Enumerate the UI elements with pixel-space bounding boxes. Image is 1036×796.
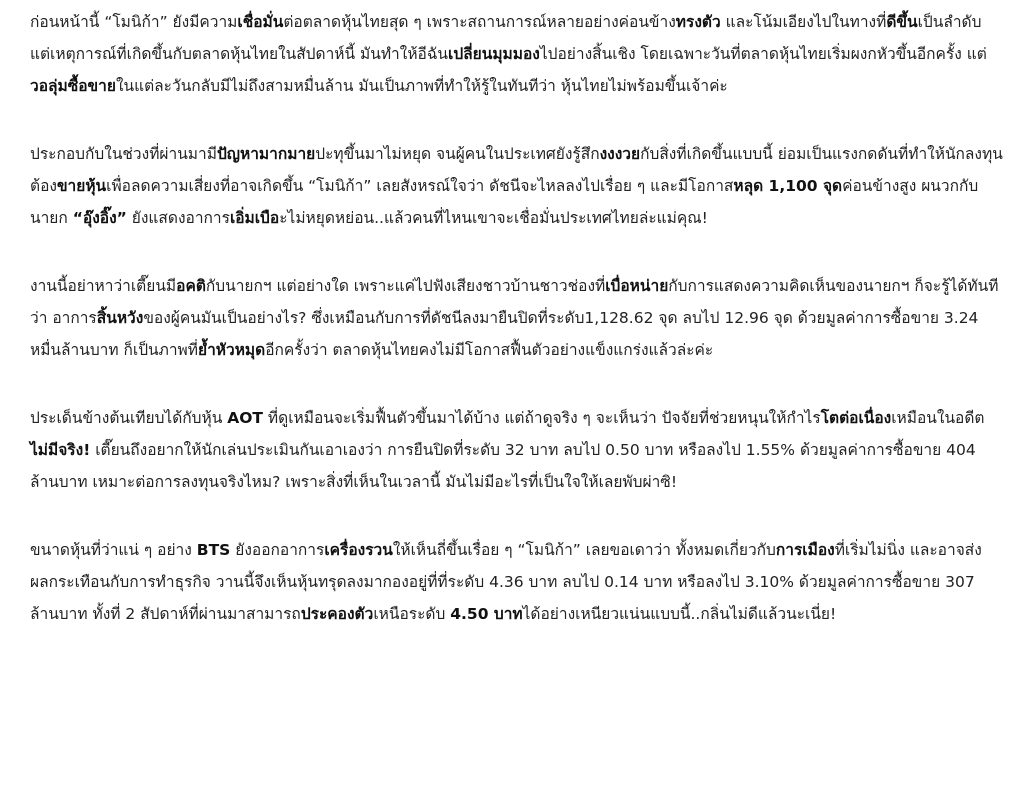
emphasis-text: ย้ำหัวหมุด — [198, 341, 266, 359]
body-text: อีกครั้งว่า ตลาดหุ้นไทยคงไม่มีโอกาสฟื้นตัวอย่างแข็งแกร่งแล้วล่ะค่ะ — [265, 341, 714, 359]
emphasis-text: การเมือง — [775, 541, 835, 559]
body-text: ให้เห็นถี่ขึ้นเรื่อย ๆ “โมนิก้า” เลยขอเดาว่า ทั้งหมดเกี่ยวกับ — [392, 541, 776, 559]
body-text: ปะทุขึ้นมาไม่หยุด จนผู้คนในประเทศยังรู้สึก — [315, 145, 600, 163]
emphasis-text: วอลุ่มซื้อขาย — [30, 77, 116, 95]
emphasis-text: AOT — [227, 409, 263, 427]
article-paragraph — [30, 534, 1005, 630]
emphasis-text: เอิ่มเบือ — [229, 209, 280, 227]
body-text: ที่ดูเหมือนจะเริ่มฟื้นตัวขึ้นมาได้บ้าง แต่ถ้าดูจริง ๆ จะเห็นว่า ปัจจัยที่ช่วยหนุนให้กำไร — [263, 409, 821, 427]
body-text: กับนายกฯ แต่อย่างใด เพราะแค่ไปฟังเสียงชาวบ้านชาวช่องที่ — [205, 277, 606, 295]
emphasis-text: ขายหุ้น — [56, 177, 107, 195]
body-text: เพื่อลดความเสี่ยงที่อาจเกิดขึ้น “โมนิก้า” เลยสังหรณ์ใจว่า ดัชนีจะไหลลงไปเรื่อย ๆ และมีโอกาส — [106, 177, 734, 195]
emphasis-text: ไม่มีจริง! — [30, 441, 91, 459]
emphasis-text: BTS — [196, 541, 231, 559]
emphasis-text: เบื่อหน่าย — [605, 277, 669, 295]
emphasis-text: งงงวย — [599, 145, 641, 163]
body-text: กับการแสดงความคิดเห็นของนายกฯ ก็จะรู้ได้ทันทีว่า อาการ — [30, 277, 999, 327]
emphasis-text: หลุด 1,100 จุด — [733, 177, 843, 195]
body-text: ไปอย่างสิ้นเชิง โดยเฉพาะวันที่ตลาดหุ้นไทยเริ่มผงกหัวขึ้นอีกครั้ง แต่ — [539, 45, 987, 63]
article-paragraph — [30, 402, 1005, 498]
body-text: เหนือระดับ — [373, 605, 451, 623]
body-text: ก่อนหน้านี้ “โมนิก้า” ยังมีความ — [30, 13, 238, 31]
emphasis-text: ประคองตัว — [300, 605, 374, 623]
body-text: ในแต่ละวันกลับมีไม่ถึงสามหมื่นล้าน มันเป็นภาพที่ทำให้รู้ในทันทีว่า หุ้นไทยไม่พร้อมขึ้นเจ้าค่ะ — [115, 77, 728, 95]
body-text: ประกอบกับในช่วงที่ผ่านมามี — [30, 145, 217, 163]
article-paragraph — [30, 138, 1005, 234]
body-text: ะไม่หยุดหย่อน..แล้วคนที่ไหนเขาจะเชื่อมั่นประเทศไทยล่ะแม่คุณ! — [279, 209, 708, 227]
article-paragraph — [30, 270, 1005, 366]
emphasis-text: 4.50 บาท — [450, 605, 523, 623]
body-text: ขนาดหุ้นที่ว่าแน่ ๆ อย่าง — [30, 541, 197, 559]
emphasis-text: ปัญหามากมาย — [216, 145, 316, 163]
body-text: เป็นลำดับ แต่เหตุการณ์ที่เกิดขึ้นกับตลาดหุ้นไทยในสัปดาห์นี้ มันทำให้อีฉัน — [30, 13, 982, 63]
article-body — [30, 6, 1005, 666]
emphasis-text: โตต่อเนื่อง — [820, 409, 892, 427]
body-text: ยังออกอาการ — [230, 541, 325, 559]
emphasis-text: “อุ๊งอิ๊ง” — [72, 209, 127, 227]
body-text: กับสิ่งที่เกิดขึ้นแบบนี้ ย่อมเป็นแรงกดดันที่ทำให้นักลงทุนต้อง — [30, 145, 1003, 195]
body-text: และโน้มเอียงไปในทางที่ — [720, 13, 887, 31]
body-text: ของผู้คนมันเป็นอย่างไร? ซึ่งเหมือนกับการที่ดัชนีลงมายืนปิดที่ระดับ1,128.62 จุด ลบไป 12.96 จุด ด้วยมูลค่าการซื้อขาย 3.24 หมื่นล้านบาท ก็เป็นภาพที่ — [30, 309, 979, 359]
body-text: ที่เริ่มไม่นิ่ง และอาจส่งผลกระเทือนกับการทำธุรกิจ วานนี้จึงเห็นหุ้นทรุดลงมากองอยู่ที่ที่ระดับ 4.36 บาท ลบไป 0.14 บาท หรือลงไป 3.10% ด้วยมูลค่าการซื้อขาย 307 ล้านบาท ทั้งที่ 2 สัปดาห์ที่ผ่านมาสามารถ — [30, 541, 982, 623]
body-text: ประเด็นข้างต้นเทียบได้กับหุ้น — [30, 409, 228, 427]
body-text: เหมือนในอดีต — [891, 409, 985, 427]
body-text: ค่อนข้างสูง ผนวกกับนายก — [30, 177, 979, 227]
emphasis-text: ดีขึ้น — [886, 13, 918, 31]
body-text: เตี๊ยนถึงอยากให้นักเล่นประเมินกันเอาเองว่า การยืนปิดที่ระดับ 32 บาท ลบไป 0.50 บาท หรือลงไป 1.55% ด้วยมูลค่าการซื้อขาย 404 ล้านบาท เหมาะต่อการลงทุนจริงไหม? เพราะสิ่งที่เห็นในเวลานี้ มันไม่มีอะไรที่เป็นใจให้เลยพับผ่าซิ! — [30, 441, 976, 491]
emphasis-text: ทรงตัว — [675, 13, 721, 31]
article-paragraph — [30, 6, 1005, 102]
body-text: ต่อตลาดหุ้นไทยสุด ๆ เพราะสถานการณ์หลายอย่างค่อนข้าง — [283, 13, 676, 31]
body-text: งานนี้อย่าหาว่าเตี๊ยนมี — [30, 277, 177, 295]
emphasis-text: เชื่อมั่น — [237, 13, 284, 31]
emphasis-text: เครื่องรวน — [324, 541, 393, 559]
emphasis-text: อคติ — [176, 277, 206, 295]
body-text: ได้อย่างเหนียวแน่นแบบนี้..กลิ่นไม่ดีแล้วนะเนี่ย! — [522, 605, 837, 623]
emphasis-text: เปลี่ยนมุมมอง — [448, 45, 540, 63]
emphasis-text: สิ้นหวัง — [96, 309, 144, 327]
body-text: ยังแสดงอาการ — [126, 209, 230, 227]
